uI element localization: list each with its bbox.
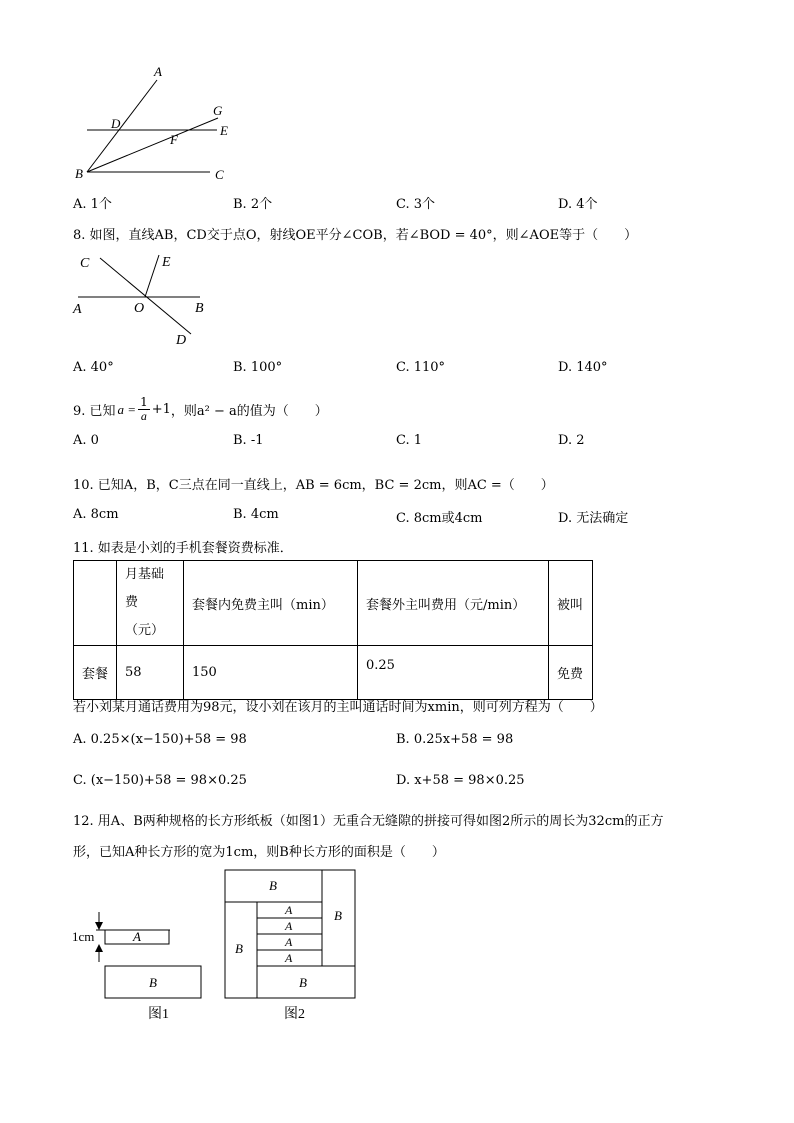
table-row	[74, 646, 593, 700]
q10-stem: 10. 已知A，B，C三点在同一直线上，AB = 6cm，BC = 2cm，则AC =（ ）	[73, 478, 554, 493]
ray-oe	[145, 255, 159, 297]
dimension-label: 1cm	[72, 929, 95, 944]
q7-option-c[interactable]: C. 3个	[396, 197, 436, 212]
q7-figure	[70, 62, 240, 187]
rect-a-label: A	[285, 919, 293, 933]
point-label-f: F	[170, 132, 178, 147]
q8-option-d[interactable]: D. 140°	[558, 360, 608, 375]
point-label-c: C	[80, 256, 90, 271]
q10-option-c[interactable]: C. 8cm或4cm	[396, 511, 483, 526]
q9-option-b[interactable]: B. -1	[233, 433, 264, 448]
q10-option-b[interactable]: B. 4cm	[233, 507, 279, 522]
q9-option-a[interactable]: A. 0	[73, 433, 99, 448]
rect-b-label-left: B	[235, 941, 243, 956]
point-label-d: D	[111, 116, 121, 131]
q11-option-b[interactable]: B. 0.25x+58 = 98	[396, 732, 514, 747]
rect-a-label: A	[285, 935, 293, 949]
rect-b-label-right: B	[334, 908, 342, 923]
table-header-cell: 套餐内免费主叫（min）	[184, 561, 358, 646]
q9-option-d[interactable]: D. 2	[558, 433, 585, 448]
rect-b-label-bottom: B	[299, 975, 307, 990]
rect-a-label: A	[285, 951, 293, 965]
q12-figure-1	[70, 910, 210, 1025]
q8-figure	[70, 250, 220, 350]
q9-stem	[73, 396, 328, 423]
q9-frac-num: 1	[140, 395, 148, 409]
rect-a-label: A	[133, 929, 141, 944]
q8-stem: 8. 如图，直线AB，CD交于点O，射线OE平分∠COB，若∠BOD = 40°，则∠AOE等于（ ）	[73, 228, 638, 243]
q10-option-d[interactable]: D. 无法确定	[558, 511, 629, 526]
point-label-d: D	[176, 333, 187, 348]
q9-eq-plus: +1	[151, 402, 171, 417]
q11-followup: 若小刘某月通话费用为98元，设小刘在该月的主叫通话时间为xmin，则可列方程为（ ）	[73, 700, 603, 715]
q7-option-a[interactable]: A. 1个	[73, 197, 112, 212]
ray-bg	[87, 118, 218, 172]
table-header-cell: 被叫	[549, 561, 593, 646]
q9-eq-a: a =	[117, 401, 137, 417]
table-cell: 套餐	[74, 646, 117, 700]
table-cell: 免费	[549, 646, 593, 700]
q12-stem-line2: 形，已知A种长方形的宽为1cm，则B种长方形的面积是（ ）	[73, 845, 445, 860]
header-base-fee-line1: 月基础费	[125, 567, 165, 610]
table-cell: 0.25	[358, 646, 549, 700]
q11-option-c[interactable]: C. (x−150)+58 = 98×0.25	[73, 773, 247, 788]
point-label-e: E	[220, 123, 228, 138]
point-label-c: C	[215, 167, 224, 182]
table-header-cell: 套餐外主叫费用（元/min）	[358, 561, 549, 646]
point-label-g: G	[213, 103, 223, 118]
fee-table	[73, 560, 593, 700]
q9-frac-den: a	[140, 409, 147, 423]
q8-option-b[interactable]: B. 100°	[233, 360, 283, 375]
point-label-o: O	[134, 301, 145, 316]
table-header-cell-empty	[74, 561, 117, 646]
table-cell: 58	[117, 646, 184, 700]
q8-option-c[interactable]: C. 110°	[396, 360, 446, 375]
q9-stem-prefix: 9. 已知	[73, 404, 116, 419]
q7-option-b[interactable]: B. 2个	[233, 197, 273, 212]
point-label-e: E	[162, 255, 171, 270]
q12-stem-line1: 12. 用A、B两种规格的长方形纸板（如图1）无重合无缝隙的拼接可得如图2所示的周长为32cm的正方	[73, 814, 664, 829]
ray-ba	[87, 80, 157, 172]
figure-1-caption: 图1	[148, 1007, 169, 1022]
q9-stem-suffix: ，则a² − a的值为（ ）	[170, 404, 328, 419]
point-label-a: A	[73, 302, 82, 317]
q7-option-d[interactable]: D. 4个	[558, 197, 598, 212]
point-label-b: B	[75, 166, 83, 181]
table-cell: 150	[184, 646, 358, 700]
q11-option-d[interactable]: D. x+58 = 98×0.25	[396, 773, 525, 788]
point-label-b: B	[195, 301, 204, 316]
table-header-cell	[117, 561, 184, 646]
rect-a-label: A	[285, 903, 293, 917]
q9-option-c[interactable]: C. 1	[396, 433, 423, 448]
rect-b-label-top: B	[269, 878, 277, 893]
q11-option-a[interactable]: A. 0.25×(x−150)+58 = 98	[73, 732, 247, 747]
point-label-a: A	[154, 64, 162, 79]
header-base-fee-line2: （元）	[125, 623, 165, 638]
q11-stem: 11. 如表是小刘的手机套餐资费标准．	[73, 541, 293, 556]
figure-2-caption: 图2	[284, 1007, 305, 1022]
q10-option-a[interactable]: A. 8cm	[73, 507, 119, 522]
rect-b-label: B	[149, 975, 157, 990]
q9-fraction	[138, 396, 150, 423]
table-header-row	[74, 561, 593, 646]
q12-figure-2	[222, 868, 362, 1028]
q8-option-a[interactable]: A. 40°	[73, 360, 114, 375]
